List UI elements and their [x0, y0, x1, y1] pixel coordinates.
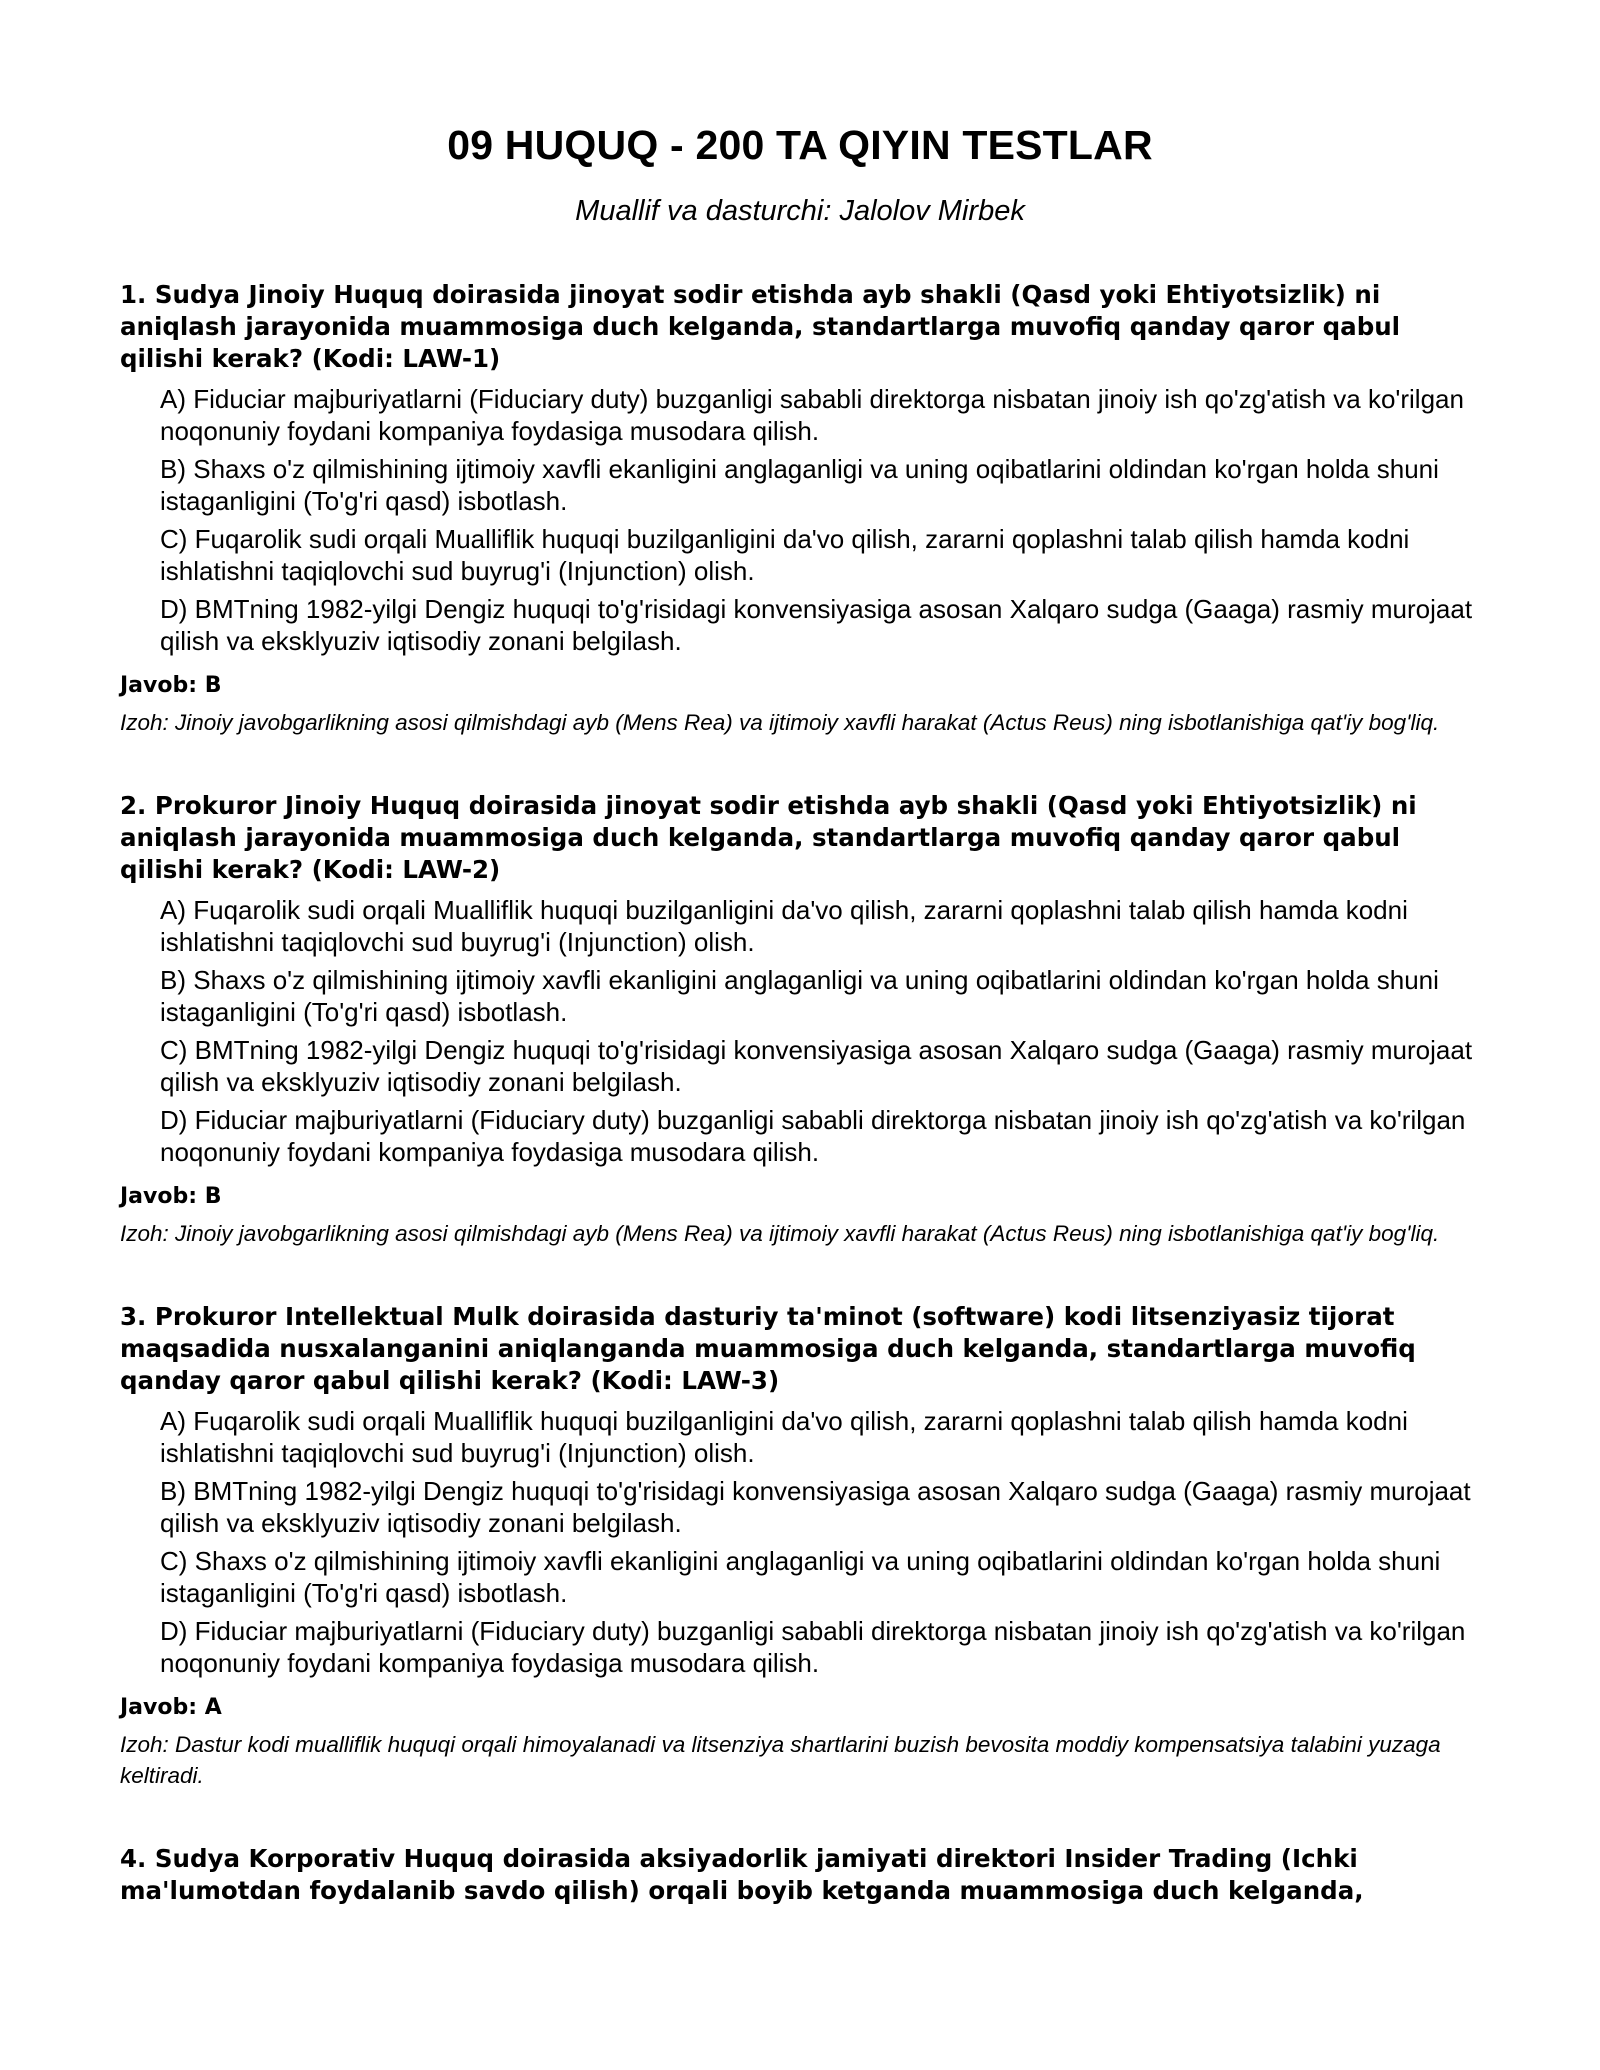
option-d: D) Fiduciar majburiyatlarni (Fiduciary duty) buzganligi sababli direktorga nisbatan jinoiy ish qo'zg'atish va ko'rilgan noqonuniy foydani kompaniya foydasiga musodara qilish.	[160, 1616, 1466, 1678]
author-subtitle: Muallif va dasturchi: Jalolov Mirbek	[575, 195, 1025, 227]
question-block	[120, 1843, 1480, 1907]
question-text: 1. Sudya Jinoiy Huquq doirasida jinoyat sodir etishda ayb shakli (Qasd yoki Ehtiyotsizlik) ni aniqlash jarayonida muammosiga duch kelganda, standartlarga muvofiq qanday qaror qabul qilishi kerak? (Kodi: LAW-1)	[120, 280, 1401, 373]
option-b: B) Shaxs o'z qilmishining ijtimoiy xavfli ekanligini anglaganligi va uning oqibatlarini oldindan ko'rgan holda shuni istaganligini (To'g'ri qasd) isbotlash.	[160, 965, 1439, 1027]
option-c: C) BMTning 1982-yilgi Dengiz huquqi to'g'risidagi konvensiyasiga asosan Xalqaro sudga (Gaaga) rasmiy murojaat qilish va eksklyuziv iqtisodiy zonani belgilash.	[160, 1035, 1473, 1097]
option-d: D) Fiduciar majburiyatlarni (Fiduciary duty) buzganligi sababli direktorga nisbatan jinoiy ish qo'zg'atish va ko'rilgan noqonuniy foydani kompaniya foydasiga musodara qilish.	[160, 1105, 1466, 1167]
answer-label: Javob: B	[120, 673, 222, 698]
option-a: A) Fuqarolik sudi orqali Mualliflik huquqi buzilganligini da'vo qilish, zararni qoplashni talab qilish hamda kodni ishlatishni taqiqlovchi sud buyrug'i (Injunction) olish.	[160, 895, 1408, 957]
option-b: B) BMTning 1982-yilgi Dengiz huquqi to'g'risidagi konvensiyasiga asosan Xalqaro sudga (Gaaga) rasmiy murojaat qilish va eksklyuziv iqtisodiy zonani belgilash.	[160, 1476, 1471, 1538]
option-a: A) Fiduciar majburiyatlarni (Fiduciary duty) buzganligi sababli direktorga nisbatan jinoiy ish qo'zg'atish va ko'rilgan noqonuniy foydani kompaniya foydasiga musodara qilish.	[160, 384, 1464, 446]
option-a: A) Fuqarolik sudi orqali Mualliflik huquqi buzilganligini da'vo qilish, zararni qoplashni talab qilish hamda kodni ishlatishni taqiqlovchi sud buyrug'i (Injunction) olish.	[160, 1406, 1408, 1468]
option-c: C) Shaxs o'z qilmishining ijtimoiy xavfli ekanligini anglaganligi va uning oqibatlarini oldindan ko'rgan holda shuni istaganligini (To'g'ri qasd) isbotlash.	[160, 1546, 1441, 1608]
explanation-text: Izoh: Dastur kodi mualliflik huquqi orqali himoyalanadi va litsenziya shartlarini buzish bevosita moddiy kompensatsiya talabini yuzaga keltiradi.	[120, 1732, 1441, 1788]
option-list	[160, 383, 1480, 657]
answer-label: Javob: B	[120, 1184, 222, 1209]
question-list	[120, 279, 1480, 1907]
option-d: D) BMTning 1982-yilgi Dengiz huquqi to'g'risidagi konvensiyasiga asosan Xalqaro sudga (Gaaga) rasmiy murojaat qilish va eksklyuziv iqtisodiy zonani belgilash.	[160, 594, 1473, 656]
question-text: 2. Prokuror Jinoiy Huquq doirasida jinoyat sodir etishda ayb shakli (Qasd yoki Ehtiyotsizlik) ni aniqlash jarayonida muammosiga duch kelganda, standartlarga muvofiq qanday qaror qabul qilishi kerak? (Kodi: LAW-2)	[120, 791, 1417, 884]
option-c: C) Fuqarolik sudi orqali Mualliflik huquqi buzilganligini da'vo qilish, zararni qoplashni talab qilish hamda kodni ishlatishni taqiqlovchi sud buyrug'i (Injunction) olish.	[160, 524, 1410, 586]
question-text: 3. Prokuror Intellektual Mulk doirasida dasturiy ta'minot (software) kodi litsenziyasiz tijorat maqsadida nusxalanganini aniqlanganda muammosiga duch kelganda, standartlarga muvofiq qanday qaror qabul qilishi kerak? (Kodi: LAW-3)	[120, 1302, 1416, 1395]
option-list	[160, 1405, 1480, 1679]
option-list	[160, 894, 1480, 1168]
question-block	[120, 1301, 1480, 1791]
explanation-text: Izoh: Jinoiy javobgarlikning asosi qilmishdagi ayb (Mens Rea) va ijtimoiy xavfli harakat (Actus Reus) ning isbotlanishiga qat'iy bog'liq.	[120, 710, 1440, 735]
question-text: 4. Sudya Korporativ Huquq doirasida aksiyadorlik jamiyati direktori Insider Trading (Ichki ma'lumotdan foydalanib savdo qilish) orqali boyib ketganda muammosiga duch kelganda,	[120, 1844, 1364, 1905]
question-block	[120, 279, 1480, 738]
option-b: B) Shaxs o'z qilmishining ijtimoiy xavfli ekanligini anglaganligi va uning oqibatlarini oldindan ko'rgan holda shuni istaganligini (To'g'ri qasd) isbotlash.	[160, 454, 1439, 516]
question-block	[120, 790, 1480, 1249]
answer-label: Javob: A	[120, 1695, 222, 1720]
page-title: 09 HUQUQ - 200 TA QIYIN TESTLAR	[447, 122, 1153, 168]
explanation-text: Izoh: Jinoiy javobgarlikning asosi qilmishdagi ayb (Mens Rea) va ijtimoiy xavfli harakat (Actus Reus) ning isbotlanishiga qat'iy bog'liq.	[120, 1221, 1440, 1246]
